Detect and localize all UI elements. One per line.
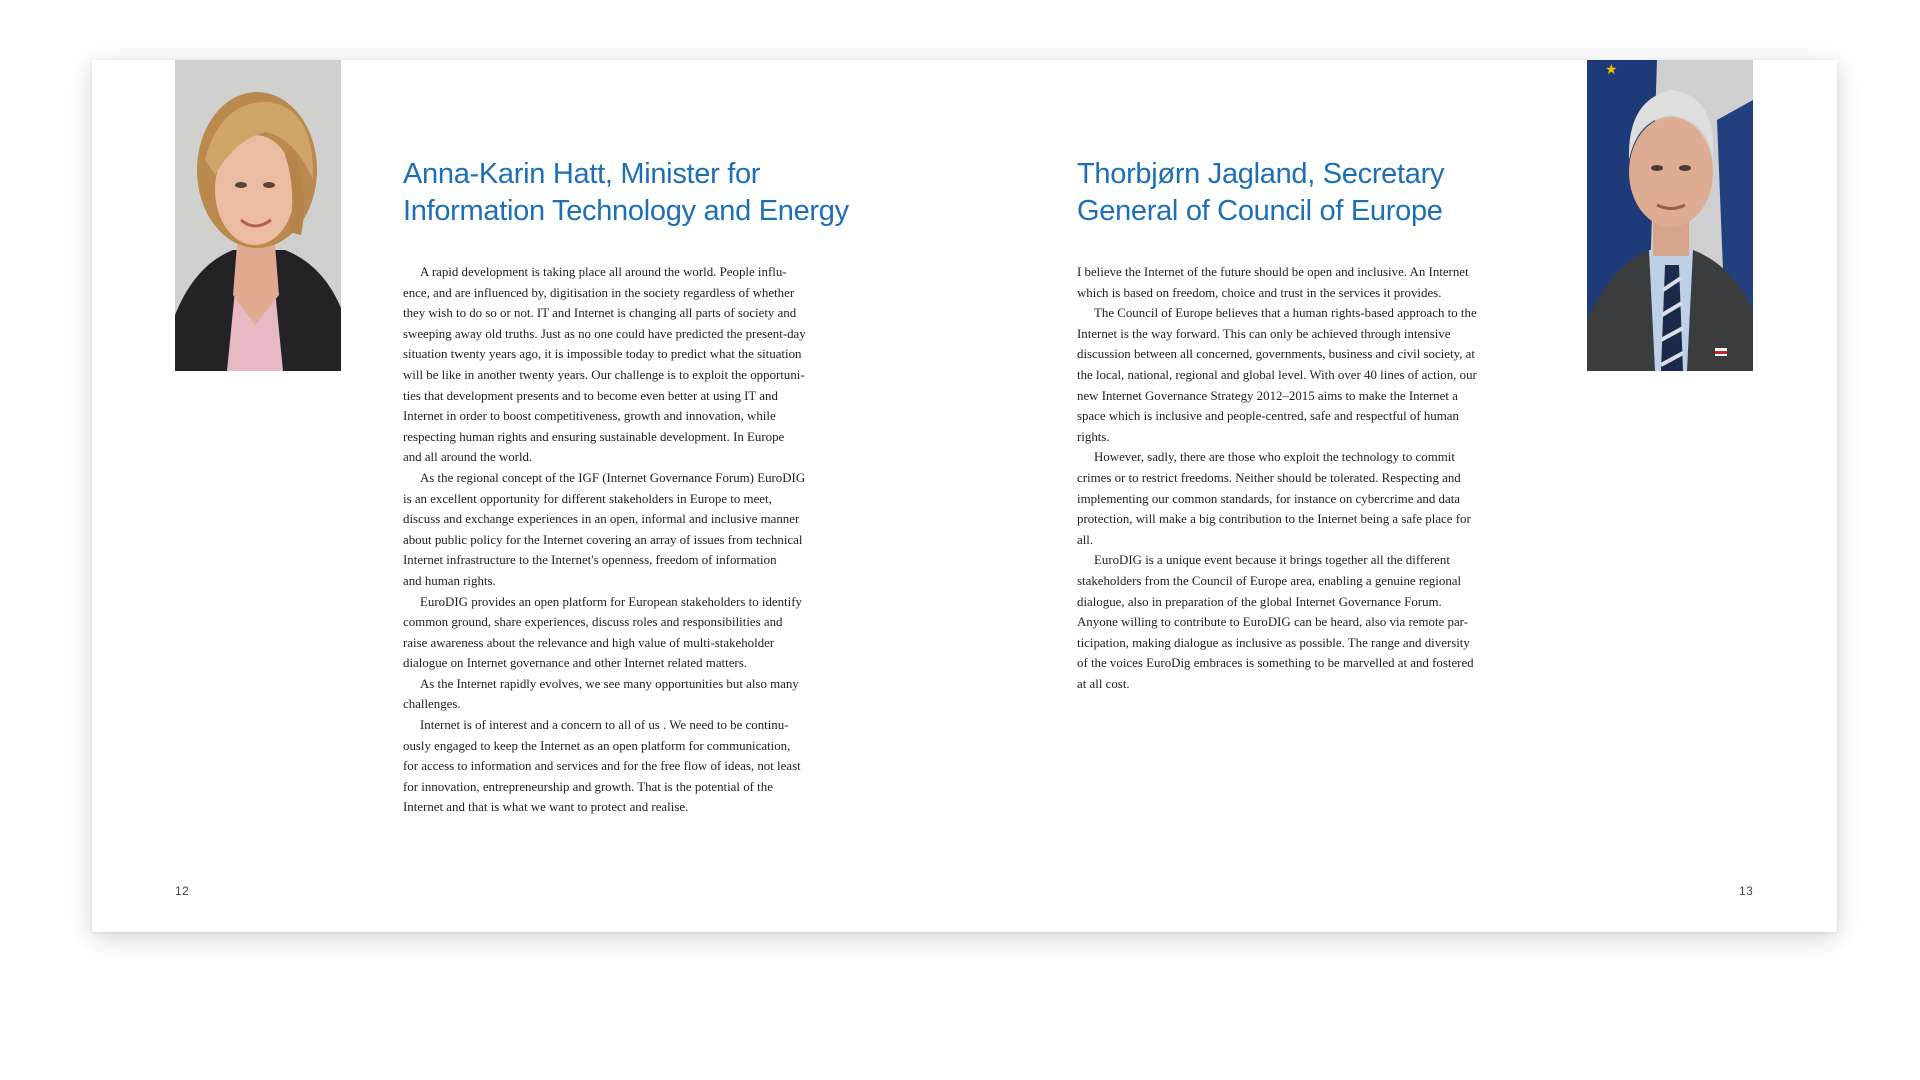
text-line: Internet is of interest and a concern to all of us . We need to be continu- xyxy=(420,718,789,733)
text-line: they wish to do so or not. IT and Internet is changing all parts of society and xyxy=(403,306,797,321)
text-line: implementing our common standards, for instance on cybercrime and data xyxy=(1077,491,1461,506)
heading-line: Information Technology and Energy xyxy=(403,195,849,227)
left-page-body xyxy=(403,262,863,818)
text-line: of the voices EuroDig embraces is something to be marvelled at and fostered xyxy=(1077,656,1474,671)
text-line: EuroDIG provides an open platform for European stakeholders to identify xyxy=(420,594,802,609)
text-line: ticipation, making dialogue as inclusive as possible. The range and diversity xyxy=(1077,635,1470,650)
text-line: crimes or to restrict freedoms. Neither should be tolerated. Respecting and xyxy=(1077,470,1461,485)
text-line: respecting human rights and ensuring sustainable development. In Europe xyxy=(403,429,785,444)
booklet-spread xyxy=(92,60,1837,932)
left-page-heading xyxy=(403,156,849,230)
text-line: will be like in another twenty years. Our challenge is to exploit the opportuni- xyxy=(403,367,805,382)
text-line: dialogue, also in preparation of the global Internet Governance Forum. xyxy=(1077,594,1442,609)
heading-line: General of Council of Europe xyxy=(1077,195,1443,227)
text-line: stakeholders from the Council of Europe area, enabling a genuine regional xyxy=(1077,573,1462,588)
portrait-photo-right xyxy=(1587,60,1753,371)
paragraph-3 xyxy=(1077,447,1537,550)
text-line: and human rights. xyxy=(403,573,496,588)
heading-line: Thorbjørn Jagland, Secretary xyxy=(1077,158,1445,190)
paragraph-2 xyxy=(403,468,863,592)
text-line: Internet infrastructure to the Internet's openness, freedom of information xyxy=(403,553,777,568)
text-line: challenges. xyxy=(403,697,461,712)
text-line: dialogue on Internet governance and other Internet related matters. xyxy=(403,656,747,671)
text-line: situation twenty years ago, it is impossible today to predict what the situation xyxy=(403,347,802,362)
right-page-heading xyxy=(1077,156,1444,230)
text-line: is an excellent opportunity for different stakeholders in Europe to meet, xyxy=(403,491,772,506)
text-line: discuss and exchange experiences in an open, informal and inclusive manner xyxy=(403,512,800,527)
text-line: common ground, share experiences, discuss roles and responsibilities and xyxy=(403,615,783,630)
text-line: A rapid development is taking place all around the world. People influ- xyxy=(420,265,787,279)
page-number-left: 12 xyxy=(175,884,190,898)
text-line: The Council of Europe believes that a human rights-based approach to the xyxy=(1094,306,1477,321)
text-line: Internet in order to boost competitiveness, growth and innovation, while xyxy=(403,409,776,424)
text-line: ously engaged to keep the Internet as an open platform for communication, xyxy=(403,738,791,753)
text-line: Internet and that is what we want to protect and realise. xyxy=(403,800,689,815)
text-line: discussion between all concerned, governments, business and civil society, at xyxy=(1077,347,1475,362)
text-line: about public policy for the Internet covering an array of issues from technical xyxy=(403,532,803,547)
text-line: sweeping away old truths. Just as no one could have predicted the present-day xyxy=(403,326,806,341)
text-line: Anyone willing to contribute to EuroDIG can be heard, also via remote par- xyxy=(1077,615,1468,630)
text-line: new Internet Governance Strategy 2012–2015 aims to make the Internet a xyxy=(1077,388,1458,403)
page-number-right: 13 xyxy=(1739,884,1754,898)
paragraph-2 xyxy=(1077,303,1537,447)
text-line: for innovation, entrepreneurship and growth. That is the potential of the xyxy=(403,779,773,794)
text-line: all. xyxy=(1077,532,1094,547)
paragraph-4 xyxy=(1077,550,1537,694)
text-line: ence, and are influenced by, digitisation in the society regardless of whether xyxy=(403,285,795,300)
text-line: Internet is the way forward. This can only be achieved through intensive xyxy=(1077,326,1451,341)
svg-text:★: ★ xyxy=(1605,62,1618,78)
paragraph-5 xyxy=(403,715,863,818)
paragraph-1 xyxy=(1077,262,1537,303)
text-line: I believe the Internet of the future should be open and inclusive. An Internet xyxy=(1077,265,1469,279)
text-line: the local, national, regional and global level. With over 40 lines of action, our xyxy=(1077,367,1477,382)
text-line: space which is inclusive and people-centred, safe and respectful of human xyxy=(1077,409,1459,424)
heading-line: Anna-Karin Hatt, Minister for xyxy=(403,158,761,190)
text-line: raise awareness about the relevance and high value of multi-stakeholder xyxy=(403,635,775,650)
text-line: at all cost. xyxy=(1077,676,1130,691)
text-line: However, sadly, there are those who exploit the technology to commit xyxy=(1094,450,1455,465)
text-line: As the regional concept of the IGF (Internet Governance Forum) EuroDIG xyxy=(420,470,806,485)
text-line: protection, will make a big contribution to the Internet being a safe place for xyxy=(1077,512,1471,527)
paragraph-3 xyxy=(403,592,863,674)
text-line: As the Internet rapidly evolves, we see many opportunities but also many xyxy=(420,676,799,691)
text-line: ties that development presents and to become even better at using IT and xyxy=(403,388,778,403)
portrait-photo-left xyxy=(175,60,341,371)
text-line: rights. xyxy=(1077,429,1110,444)
text-line: and all around the world. xyxy=(403,450,533,465)
paragraph-1 xyxy=(403,262,863,468)
right-page-body xyxy=(1077,262,1537,694)
paragraph-4 xyxy=(403,674,863,715)
text-line: EuroDIG is a unique event because it brings together all the different xyxy=(1094,553,1450,568)
text-line: which is based on freedom, choice and trust in the services it provides. xyxy=(1077,285,1442,300)
text-line: for access to information and services and for the free flow of ideas, not least xyxy=(403,759,801,774)
